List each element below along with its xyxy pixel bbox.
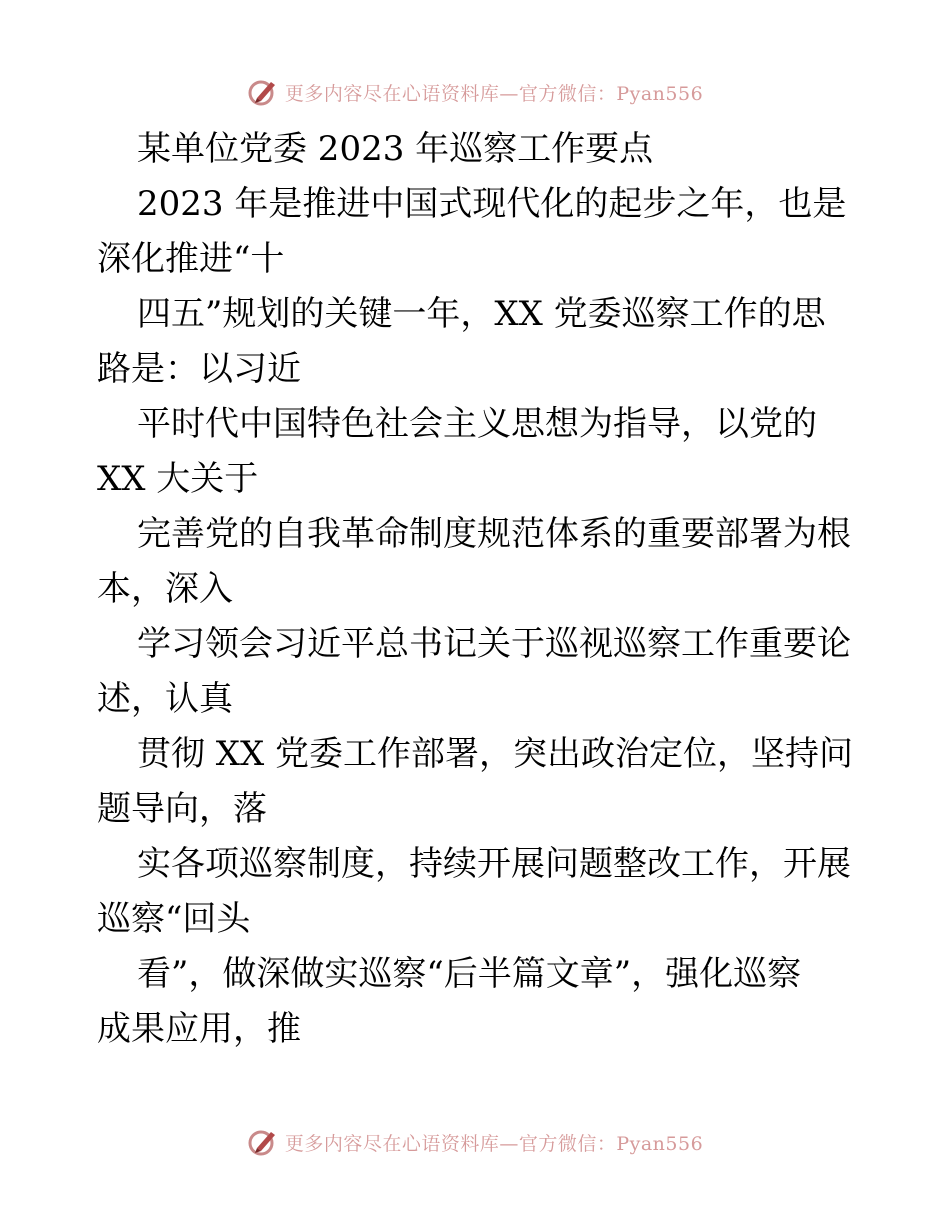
text-line: 巡察“回头 bbox=[97, 899, 251, 939]
text-line: 2023 年是推进中国式现代化的起步之年，也是 bbox=[137, 184, 847, 224]
text-line: 成果应用，推 bbox=[97, 1009, 301, 1049]
header-watermark bbox=[0, 72, 950, 112]
document-title: 某单位党委 2023 年巡察工作要点 bbox=[137, 129, 654, 169]
text-line: 实各项巡察制度，持续开展问题整改工作，开展 bbox=[137, 844, 851, 884]
watermark-text: 更多内容尽在心语资料库—官方微信：Pyan556 bbox=[284, 82, 704, 105]
footer-watermark bbox=[0, 1122, 950, 1162]
text-line: 路是：以习近 bbox=[97, 349, 301, 389]
text-line: 完善党的自我革命制度规范体系的重要部署为根 bbox=[137, 514, 851, 554]
pen-logo-icon bbox=[247, 76, 279, 108]
pen-logo-icon bbox=[247, 1126, 279, 1158]
text-line: XX 大关于 bbox=[97, 459, 259, 499]
text-line: 看”，做深做实巡察“后半篇文章”，强化巡察 bbox=[137, 954, 802, 994]
text-line: 四五”规划的关键一年，XX 党委巡察工作的思 bbox=[137, 294, 826, 334]
text-line: 贯彻 XX 党委工作部署，突出政治定位，坚持问 bbox=[137, 734, 854, 774]
text-line: 学习领会习近平总书记关于巡视巡察工作重要论 bbox=[137, 624, 851, 664]
text-line: 平时代中国特色社会主义思想为指导，以党的 bbox=[137, 404, 817, 444]
text-line: 本，深入 bbox=[97, 569, 233, 609]
text-line: 题导向，落 bbox=[97, 789, 267, 829]
watermark-text: 更多内容尽在心语资料库—官方微信：Pyan556 bbox=[284, 1132, 704, 1155]
document-body bbox=[97, 122, 857, 1057]
text-line: 深化推进“十 bbox=[97, 239, 285, 279]
text-line: 述，认真 bbox=[97, 679, 233, 719]
